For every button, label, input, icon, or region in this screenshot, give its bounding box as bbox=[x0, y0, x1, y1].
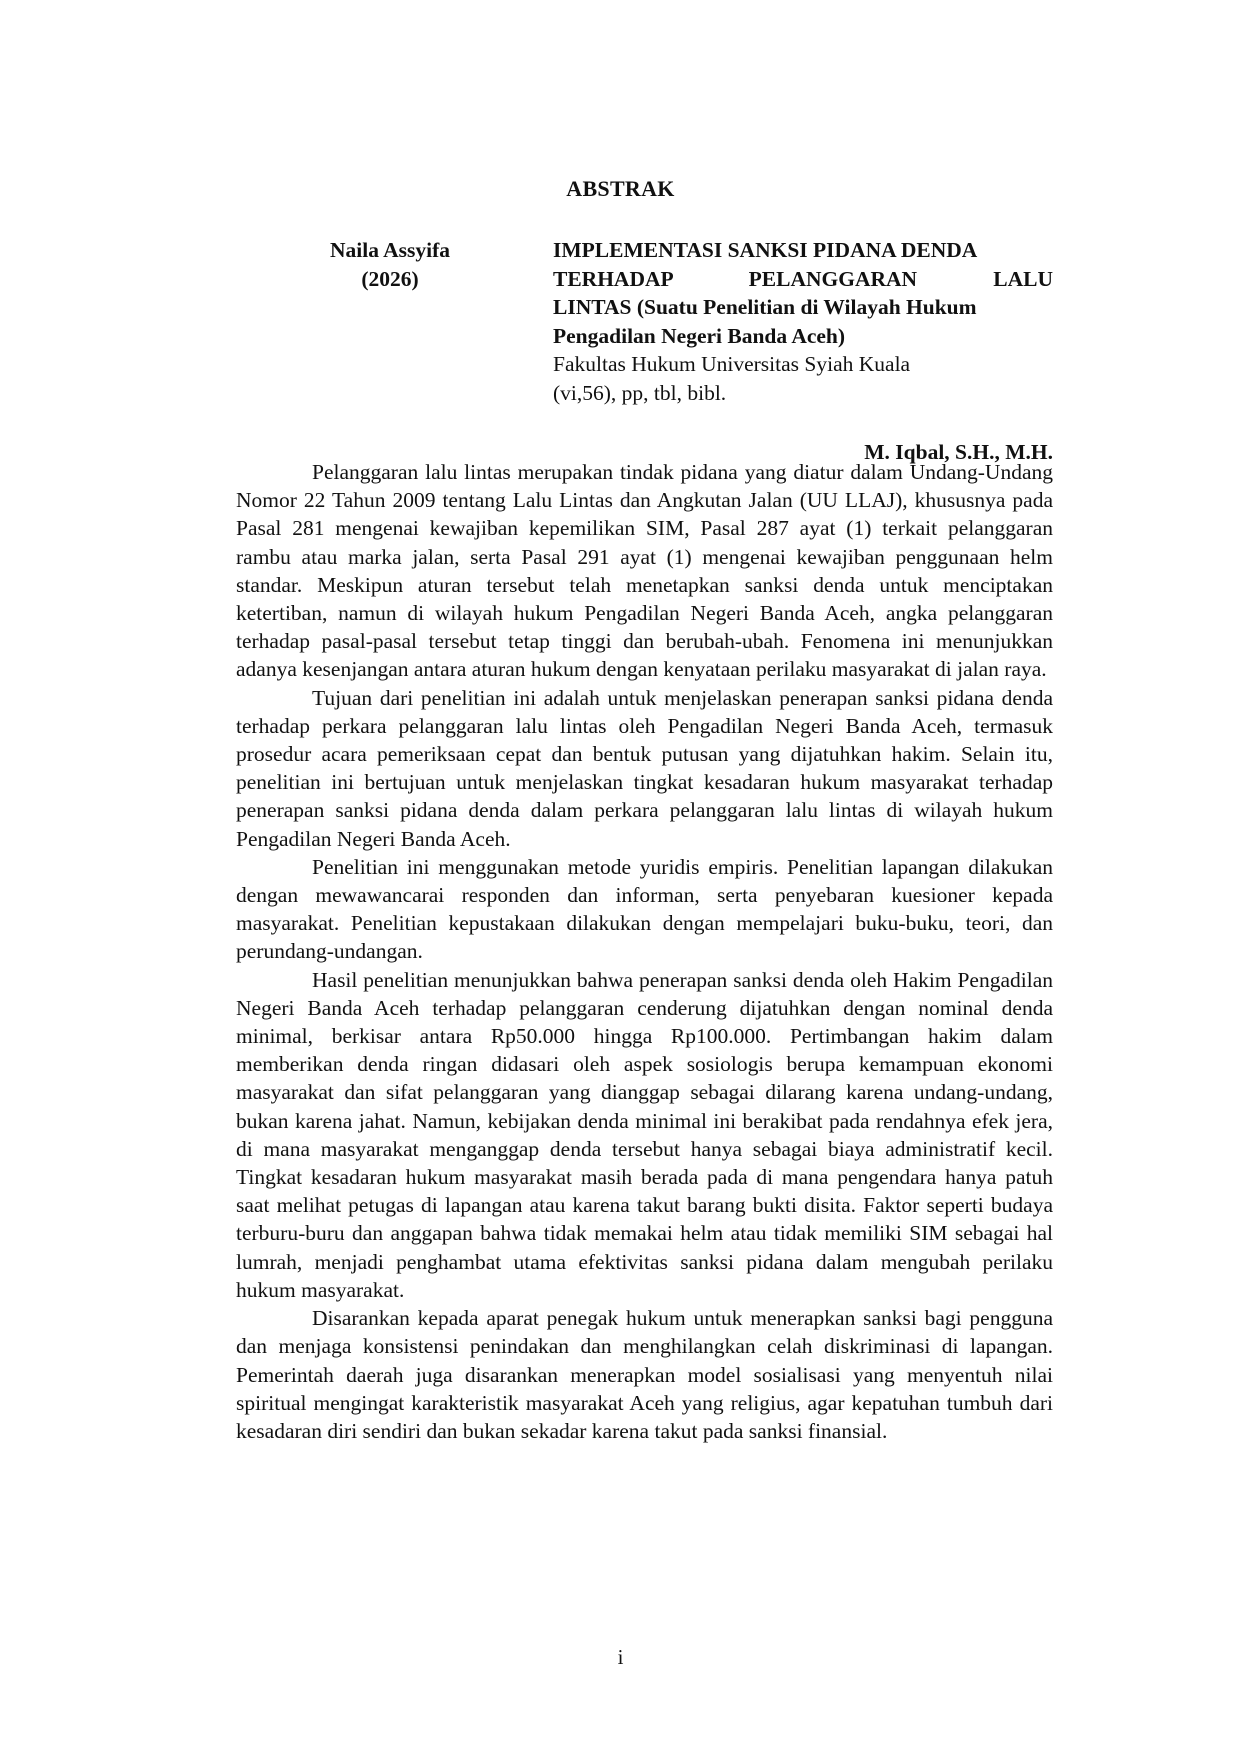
abstract-body bbox=[236, 458, 1053, 1445]
supervisor: M. Iqbal, S.H., M.H. bbox=[864, 440, 1053, 464]
thesis-title-line: TERHADAP PELANGGARAN LALU bbox=[553, 266, 1053, 291]
author-block bbox=[300, 236, 480, 293]
collation: (vi,56), pp, tbl, bibl. bbox=[553, 380, 727, 405]
thesis-title-line: IMPLEMENTASI SANKSI PIDANA DENDA bbox=[553, 238, 978, 262]
paragraph-recommendations: Disarankan kepada aparat penegak hukum untuk menerapkan sanksi bagi pengguna dan menjaga konsistensi penindakan dan menghilangkan celah diskriminasi di lapangan. Pemerintah daerah juga disarankan menerapkan model sosialisasi yang menyentuh nilai spiritual mengingat karakteristik masyarakat Aceh yang religius, agar kepatuhan tumbuh dari kesadaran diri sendiri dan bukan sekadar karena takut pada sanksi finansial. bbox=[236, 1306, 1053, 1443]
thesis-title-line: Pengadilan Negeri Banda Aceh) bbox=[553, 323, 846, 348]
paragraph-background: Pelanggaran lalu lintas merupakan tindak pidana yang diatur dalam Undang-Undang Nomor 22 Tahun 2009 tentang Lalu Lintas dan Angkutan Jalan (UU LLAJ), khususnya pada Pasal 281 mengenai kewajiban kepemilikan SIM, Pasal 287 ayat (1) terkait pelanggaran rambu atau marka jalan, serta Pasal 291 ayat (1) mengenai kewajiban penggunaan helm standar. Meskipun aturan tersebut telah menetapkan sanksi denda untuk menciptakan ketertiban, namun di wilayah hukum Pengadilan Negeri Banda Aceh, angka pelanggaran terhadap pasal-pasal tersebut tetap tinggi dan berubah-ubah. Fenomena ini menunjukkan adanya kesenjangan antara aturan hukum dengan kenyataan perilaku masyarakat di jalan raya. bbox=[236, 460, 1053, 682]
page-number: i bbox=[617, 1645, 624, 1669]
thesis-title bbox=[553, 236, 1053, 350]
faculty: Fakultas Hukum Universitas Syiah Kuala bbox=[553, 352, 911, 376]
thesis-title-line: LINTAS (Suatu Penelitian di Wilayah Hukum bbox=[553, 295, 977, 319]
paragraph-methods: Penelitian ini menggunakan metode yuridis empiris. Penelitian lapangan dilakukan dengan mewawancarai responden dan informan, serta penyebaran kuesioner kepada masyarakat. Penelitian kepustakaan dilakukan dengan mempelajari buku-buku, teori, dan perundang-undangan. bbox=[236, 854, 1053, 964]
title-block bbox=[553, 236, 1053, 407]
author-year: (2026) bbox=[361, 266, 419, 291]
paragraph-results: Hasil penelitian menunjukkan bahwa penerapan sanksi denda oleh Hakim Pengadilan Negeri Banda Aceh terhadap pelanggaran cenderung dijatuhkan dengan nominal denda minimal, berkisar antara Rp50.000 hingga Rp100.000. Pertimbangan hakim dalam memberikan denda ringan didasari oleh aspek sosiologis berupa kemampuan ekonomi masyarakat dan sifat pelanggaran yang dianggap sebagai dilarang karena undang-undang, bukan karena jahat. Namun, kebijakan denda minimal ini berakibat pada rendahnya efek jera, di mana masyarakat menganggap denda tersebut hanya sebagai biaya administratif kecil. Tingkat kesadaran hukum masyarakat masih berada pada di mana pengendara hanya patuh saat melihat petugas di lapangan atau karena takut barang bukti disita. Faktor seperti budaya terburu-buru dan anggapan bahwa tidak memakai helm atau tidak memiliki SIM sebagai hal lumrah, menjadi penghambat utama efektivitas sanksi pidana dalam mengubah perilaku hukum masyarakat. bbox=[236, 967, 1053, 1302]
paragraph-objectives: Tujuan dari penelitian ini adalah untuk menjelaskan penerapan sanksi pidana denda terhadap perkara pelanggaran lalu lintas oleh Pengadilan Negeri Banda Aceh, termasuk prosedur acara pemeriksaan cepat dan bentuk putusan yang dijatuhkan hakim. Selain itu, penelitian ini bertujuan untuk menjelaskan tingkat kesadaran hukum masyarakat terhadap penerapan sanksi pidana denda dalam perkara pelanggaran lalu lintas di wilayah hukum Pengadilan Negeri Banda Aceh. bbox=[236, 685, 1053, 851]
author-name: Naila Assyifa bbox=[329, 238, 451, 262]
page-heading: ABSTRAK bbox=[566, 176, 675, 201]
